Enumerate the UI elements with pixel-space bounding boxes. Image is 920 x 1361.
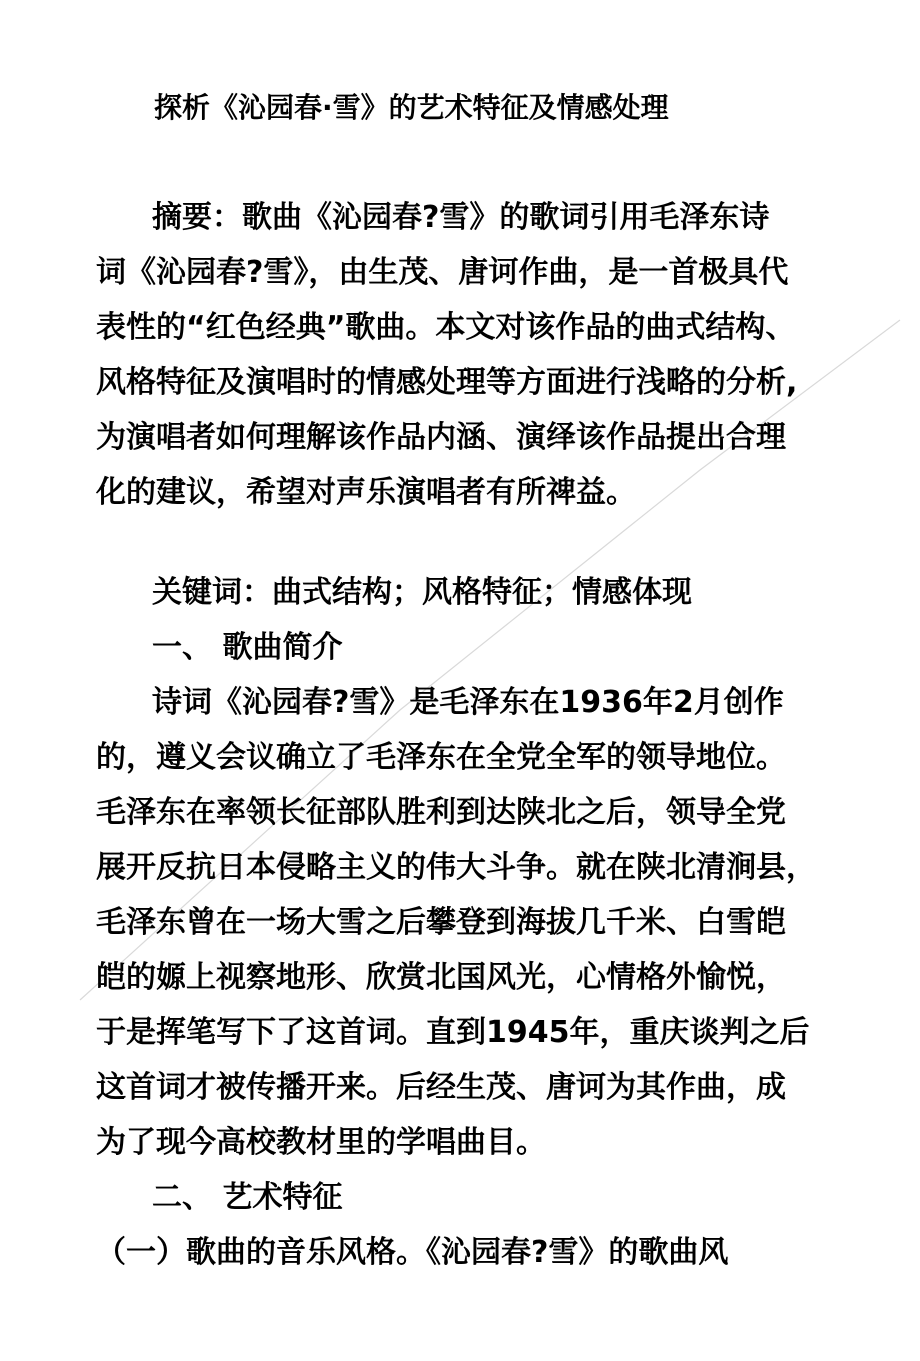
body-line: 为了现今高校教材里的学唱曲目。 [96, 1125, 546, 1160]
document-body [96, 80, 836, 1280]
abstract-line: 风格特征及演唱时的情感处理等方面进行浅略的分析, [96, 365, 798, 400]
blank-line [96, 520, 836, 565]
document-title: 探析《沁园春·雪》的艺术特征及情感处理 [154, 91, 669, 124]
abstract-line: 为演唱者如何理解该作品内涵、演绎该作品提出合理 [96, 420, 786, 455]
abstract-line: 摘要：歌曲《沁园春?雪》的歌词引用毛泽东诗 [152, 200, 770, 235]
body-line: 展开反抗日本侵略主义的伟大斗争。就在陕北清涧县， [96, 850, 816, 885]
body-line: 毛泽东曾在一场大雪之后攀登到海拔几千米、白雪皑 [96, 905, 786, 940]
blank-line [96, 135, 836, 190]
body-line: 的，遵义会议确立了毛泽东在全党全军的领导地位。 [96, 740, 786, 775]
abstract-line: 化的建议，希望对声乐演唱者有所禆益。 [96, 475, 636, 510]
section-heading: 一、 歌曲简介 [152, 630, 343, 665]
body-line: （一）歌曲的音乐风格。《沁园春?雪》的歌曲风 [96, 1235, 729, 1270]
body-line: 皑的嫄上视察地形、欣赏北国风光，心情格外愉悦， [96, 960, 786, 995]
body-line: 毛泽东在率领长征部队胜利到达陕北之后，领导全党 [96, 795, 786, 830]
abstract-line: 表性的“红色经典”歌曲。本文对该作品的曲式结构、 [96, 310, 796, 345]
body-line: 这首词才被传播开来。后经生茂、唐诃为其作曲，成 [96, 1070, 786, 1105]
body-line: 于是挥笔写下了这首词。直到1945年，重庆谈判之后 [96, 1015, 810, 1050]
abstract-line: 词《沁园春?雪》，由生茂、唐诃作曲，是一首极具代 [96, 255, 789, 290]
section-heading: 二、 艺术特征 [152, 1180, 343, 1215]
keywords-line: 关键词：曲式结构；风格特征；情感体现 [152, 575, 692, 610]
body-line: 诗词《沁园春?雪》是毛泽东在1936年2月创作 [152, 685, 784, 720]
